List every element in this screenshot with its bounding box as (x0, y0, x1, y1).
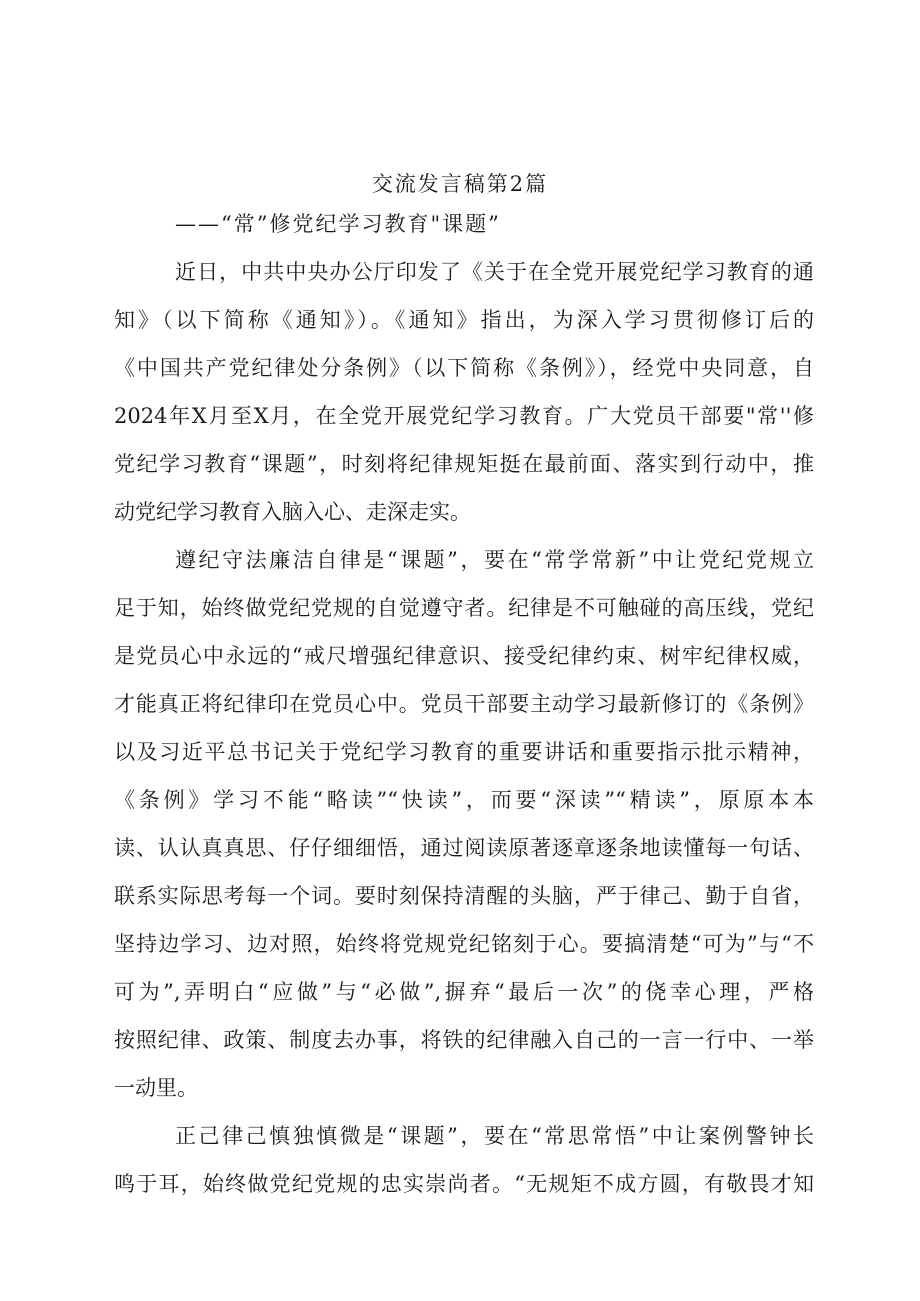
paragraph-1-line-1: 近日，中共中央办公厅印发了《关于在全党开展党纪学习教育的通 (175, 260, 814, 284)
paragraph-2-line-12: 一动里。 (114, 1076, 198, 1100)
paragraph-1-line-3: 《中国共产党纪律处分条例》（以下简称《条例》），经党中央同意，自 (114, 356, 814, 380)
paragraph-3-line-1: 正己律己慎独慎微是“课题”，要在“常思常悟”中让案例警钟长 (175, 1124, 814, 1148)
paragraph-2-line-10: 可为”,弄明白“应做”与“必做”,摒弃“最后一次”的侥幸心理，严格 (114, 980, 814, 1004)
paragraph-3-line-2: 鸣于耳，始终做党纪党规的忠实崇尚者。“无规矩不成方圆，有敬畏才知 (114, 1172, 814, 1196)
paragraph-2-line-5: 以及习近平总书记关于党纪学习教育的重要讲话和重要指示批示精神， (114, 740, 814, 764)
paragraph-2-line-8: 联系实际思考每一个词。要时刻保持清醒的头脑，严于律己、勤于自省， (114, 884, 814, 908)
paragraph-1-line-6: 动党纪学习教育入脑入心、走深走实。 (114, 500, 471, 524)
paragraph-2-line-9: 坚持边学习、边对照，始终将党规党纪铭刻于心。要搞清楚“可为”与“不 (114, 932, 814, 956)
paragraph-2-line-1: 遵纪守法廉洁自律是“课题”，要在“常学常新”中让党纪党规立 (175, 548, 814, 572)
paragraph-2-line-2: 足于知，始终做党纪党规的自觉遵守者。纪律是不可触碰的高压线，党纪 (114, 596, 814, 620)
document-title: 交流发言稿第2篇 (371, 172, 549, 196)
paragraph-1-line-2: 知》（以下简称《通知》）。《通知》指出，为深入学习贯彻修订后的 (114, 308, 814, 332)
paragraph-2-line-7: 读、认认真真思、仔仔细细悟，通过阅读原著逐章逐条地读懂每一句话、 (114, 836, 814, 860)
paragraph-2-line-3: 是党员心中永远的“戒尺增强纪律意识、接受纪律约束、树牢纪律权威， (114, 644, 814, 668)
paragraph-2-line-4: 才能真正将纪律印在党员心中。党员干部要主动学习最新修订的《条例》 (114, 692, 814, 716)
paragraph-1-line-5: 党纪学习教育“课题”，时刻将纪律规矩挺在最前面、落实到行动中，推 (114, 452, 814, 476)
paragraph-2-line-11: 按照纪律、政策、制度去办事，将铁的纪律融入自己的一言一行中、一举 (114, 1028, 814, 1052)
paragraph-1-line-4: 2024年X月至X月，在全党开展党纪学习教育。广大党员干部要"常''修 (114, 404, 814, 428)
paragraph-2-line-6: 《条例》学习不能“略读”“快读”，而要“深读”“精读”，原原本本 (114, 788, 814, 812)
document-subtitle: ——“常”修党纪学习教育"课题” (175, 212, 501, 236)
